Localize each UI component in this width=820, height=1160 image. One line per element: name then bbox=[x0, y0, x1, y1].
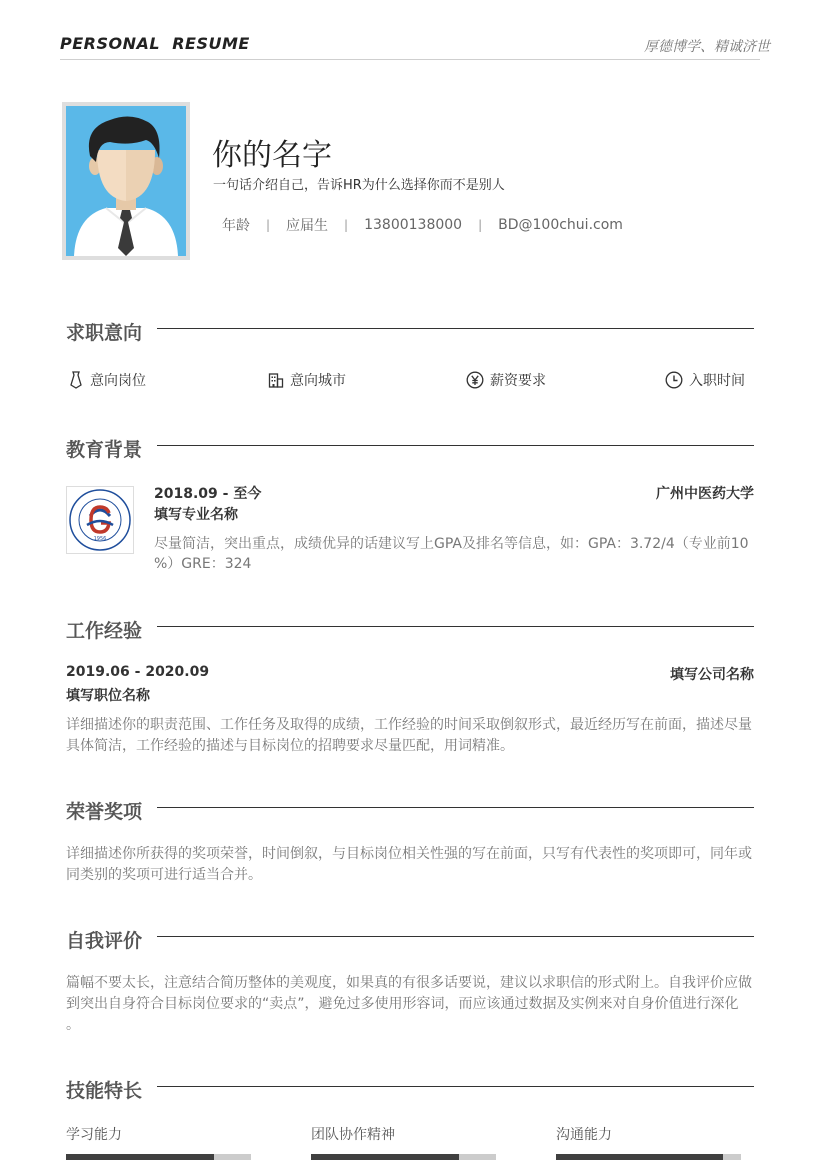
contact-status: 应届生 bbox=[286, 218, 329, 234]
skill-fill bbox=[311, 1154, 459, 1160]
header-title: PERSONAL RESUME bbox=[60, 34, 250, 53]
skill-label-communication: 沟通能力 bbox=[556, 1127, 612, 1143]
university-logo bbox=[66, 486, 134, 554]
intent-salary-label: 薪资要求 bbox=[490, 373, 546, 389]
contact-info bbox=[222, 215, 623, 235]
section-divider bbox=[157, 1086, 754, 1087]
work-description-line-2: 具体简洁，工作经验的描述与目标岗位的招聘要求尽量匹配，用词精准。 bbox=[66, 738, 514, 754]
contact-separator: | bbox=[266, 218, 271, 232]
section-divider bbox=[157, 936, 754, 937]
profile-name: 你的名字 bbox=[212, 138, 332, 173]
section-title-skills: 技能特长 bbox=[66, 1080, 143, 1102]
section-divider bbox=[157, 328, 754, 329]
contact-phone: 13800138000 bbox=[364, 217, 463, 233]
header-motto: 厚德博学、精诚济世 bbox=[644, 39, 770, 55]
intent-position bbox=[68, 370, 146, 390]
work-company: 填写公司名称 bbox=[670, 667, 754, 683]
honors-description-line-2: 同类别的奖项可进行适当合并。 bbox=[66, 867, 262, 883]
skill-bar-teamwork bbox=[311, 1154, 496, 1160]
skill-bar-learning bbox=[66, 1154, 251, 1160]
self-eval-line-2: 到突出自身符合目标岗位要求的“卖点”，避免过多使用形容词，而应该通过数据及实例来对自身价值进行深化 bbox=[66, 996, 739, 1012]
section-title-self-eval: 自我评价 bbox=[66, 930, 143, 952]
section-title-work: 工作经验 bbox=[66, 620, 143, 642]
section-title-education: 教育背景 bbox=[66, 439, 143, 461]
skill-fill bbox=[66, 1154, 214, 1160]
education-major: 填写专业名称 bbox=[154, 507, 238, 523]
self-eval-line-1: 篇幅不要太长，注意结合简历整体的美观度，如果真的有很多话要说，建议以求职信的形式附上。自我评价应做 bbox=[66, 975, 752, 991]
work-description-line-1: 详细描述你的职责范围、工作任务及取得的成绩，工作经验的时间采取倒叙形式，最近经历写在前面，描述尽量 bbox=[66, 717, 752, 733]
skill-label-teamwork: 团队协作精神 bbox=[311, 1127, 395, 1143]
self-eval-line-3: 。 bbox=[66, 1017, 80, 1033]
intent-city bbox=[268, 370, 346, 390]
intent-start-date bbox=[665, 370, 745, 390]
yen-icon bbox=[466, 371, 484, 389]
profile-photo bbox=[62, 102, 190, 260]
profile-intro: 一句话介绍自己，告诉HR为什么选择你而不是别人 bbox=[213, 178, 505, 193]
contact-separator: | bbox=[478, 218, 483, 232]
section-title-honors: 荣誉奖项 bbox=[66, 801, 143, 823]
section-divider bbox=[157, 807, 754, 808]
intent-position-label: 意向岗位 bbox=[90, 373, 146, 389]
intent-salary bbox=[466, 370, 546, 390]
section-title-intent: 求职意向 bbox=[66, 322, 143, 344]
education-period: 2018.09 - 至今 bbox=[154, 486, 262, 502]
contact-age: 年龄 bbox=[222, 218, 250, 234]
work-period: 2019.06 - 2020.09 bbox=[66, 664, 210, 680]
intent-start-date-label: 入职时间 bbox=[689, 373, 745, 389]
education-description-line-1: 尽量简洁，突出重点，成绩优异的话建议写上GPA及排名等信息，如：GPA：3.72/4（专业前10 bbox=[154, 536, 749, 552]
intent-city-label: 意向城市 bbox=[290, 373, 346, 389]
skill-label-learning: 学习能力 bbox=[66, 1127, 122, 1143]
logo-year: 1956 bbox=[93, 536, 107, 542]
section-divider bbox=[157, 626, 754, 627]
clock-icon bbox=[665, 371, 683, 389]
education-description-line-2: %）GRE：324 bbox=[154, 556, 252, 572]
page-header bbox=[60, 34, 770, 60]
education-school: 广州中医药大学 bbox=[656, 486, 754, 502]
contact-separator: | bbox=[344, 218, 349, 232]
building-icon bbox=[268, 372, 284, 388]
honors-description-line-1: 详细描述你所获得的奖项荣誉，时间倒叙，与目标岗位相关性强的写在前面，只写有代表性的奖项即可，同年或 bbox=[66, 846, 752, 862]
section-divider bbox=[157, 445, 754, 446]
work-position: 填写职位名称 bbox=[66, 688, 150, 704]
tie-icon bbox=[68, 371, 84, 389]
contact-email: BD@100chui.com bbox=[498, 217, 623, 233]
skill-bar-communication bbox=[556, 1154, 741, 1160]
skill-fill bbox=[556, 1154, 723, 1160]
